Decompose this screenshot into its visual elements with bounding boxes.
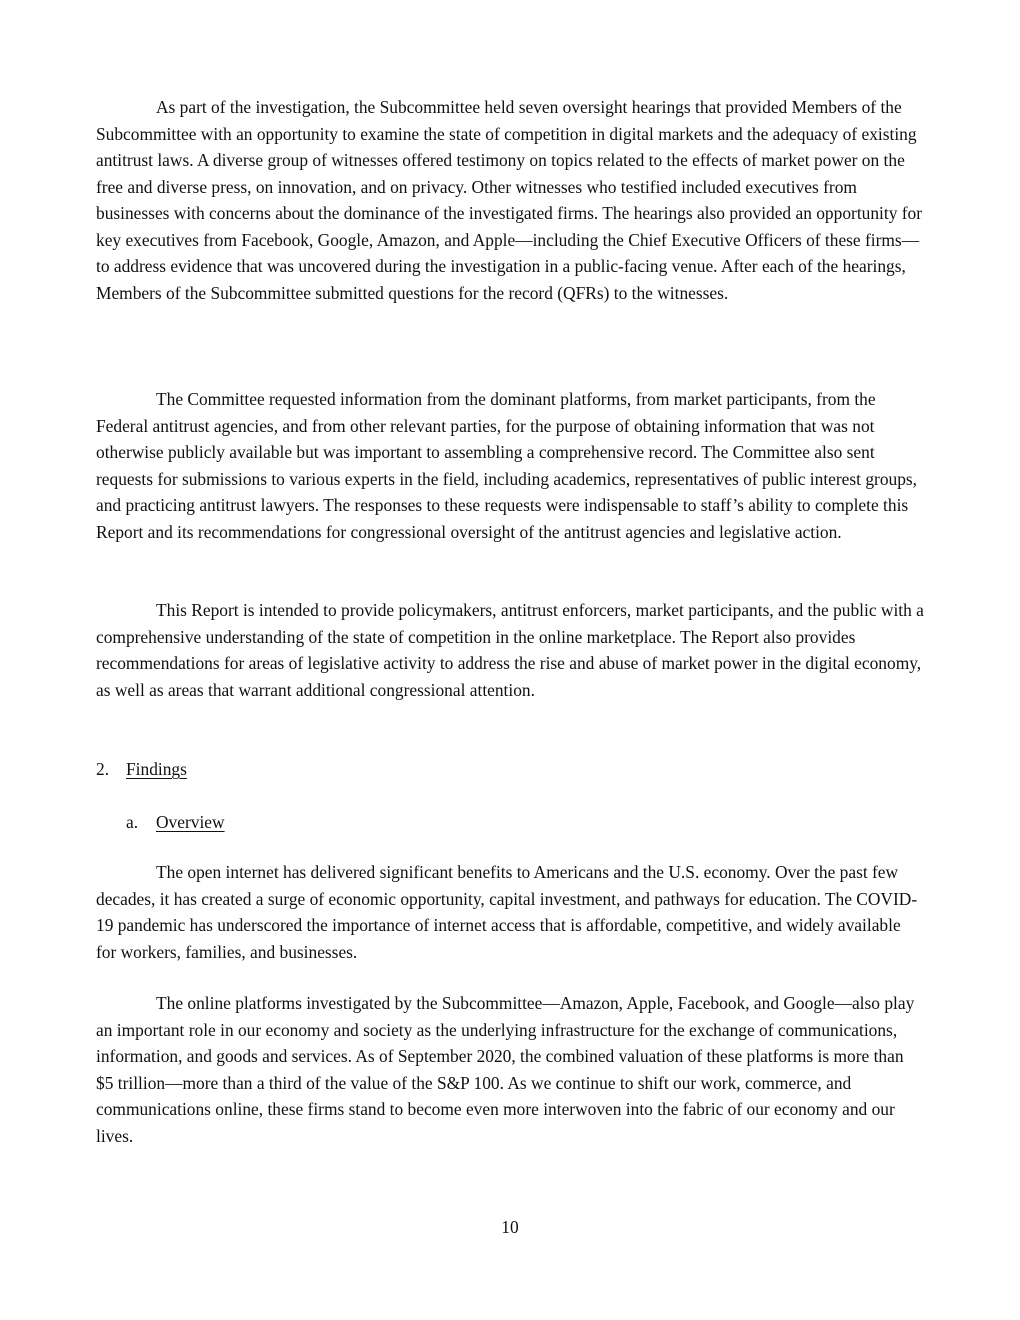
paragraph-investigation-hearings: As part of the investigation, the Subcommittee held seven oversight hearings that provided Members of the Subcommittee with an opportunity to examine the state of competition in digital markets and the adequacy of existing antitrust laws. A diverse group of witnesses offered testimony on topics related to the effects of market power on the free and diverse press, on innovation, and on privacy. Other witnesses who testified included executives from businesses with concerns about the dominance of the investigated firms. The hearings also provided an opportunity for key executives from Facebook, Google, Amazon, and Apple—including the Chief Executive Officers of these firms—to address evidence that was uncovered during the investigation in a public-facing venue. After each of the hearings, Members of the Subcommittee submitted questions for the record (QFRs) to the witnesses. [96, 97, 923, 303]
section-heading-findings [96, 756, 187, 783]
section-number: 2. [96, 759, 110, 779]
section-title: Findings [126, 759, 187, 779]
paragraph-open-internet: The open internet has delivered significant benefits to Americans and the U.S. economy. Over the past few decades, it has created a surge of economic opportunity, capital investment, and pathways for education. The COVID-19 pandemic has underscored the importance of internet access that is affordable, competitive, and widely available for workers, families, and businesses. [96, 862, 918, 962]
subsection-heading-overview [126, 809, 225, 836]
subsection-letter: a. [126, 812, 139, 832]
paragraph-report-purpose: This Report is intended to provide policymakers, antitrust enforcers, market participants, and the public with a comprehensive understanding of the state of competition in the online marketplace. The Report also provides recommendations for areas of legislative activity to address the rise and abuse of market power in the digital economy, as well as areas that warrant additional congressional attention. [96, 600, 924, 700]
page-number: 10 [501, 1217, 519, 1237]
paragraph-online-platforms: The online platforms investigated by the Subcommittee—Amazon, Apple, Facebook, and Google—also play an important role in our economy and society as the underlying infrastructure for the exchange of communications, information, and goods and services. As of September 2020, the combined valuation of these platforms is more than $5 trillion—more than a third of the value of the S&P 100. As we continue to shift our work, commerce, and communications online, these firms stand to become even more interwoven into the fabric of our economy and our lives. [96, 993, 915, 1146]
subsection-title: Overview [156, 812, 225, 832]
paragraph-committee-requests: The Committee requested information from the dominant platforms, from market participants, from the Federal antitrust agencies, and from other relevant parties, for the purpose of obtaining information that was not otherwise publicly available but was important to assembling a comprehensive record. The Committee also sent requests for submissions to various experts in the field, including academics, representatives of public interest groups, and practicing antitrust lawyers. The responses to these requests were indispensable to staff’s ability to complete this Report and its recommendations for congressional oversight of the antitrust agencies and legislative action. [96, 389, 918, 542]
